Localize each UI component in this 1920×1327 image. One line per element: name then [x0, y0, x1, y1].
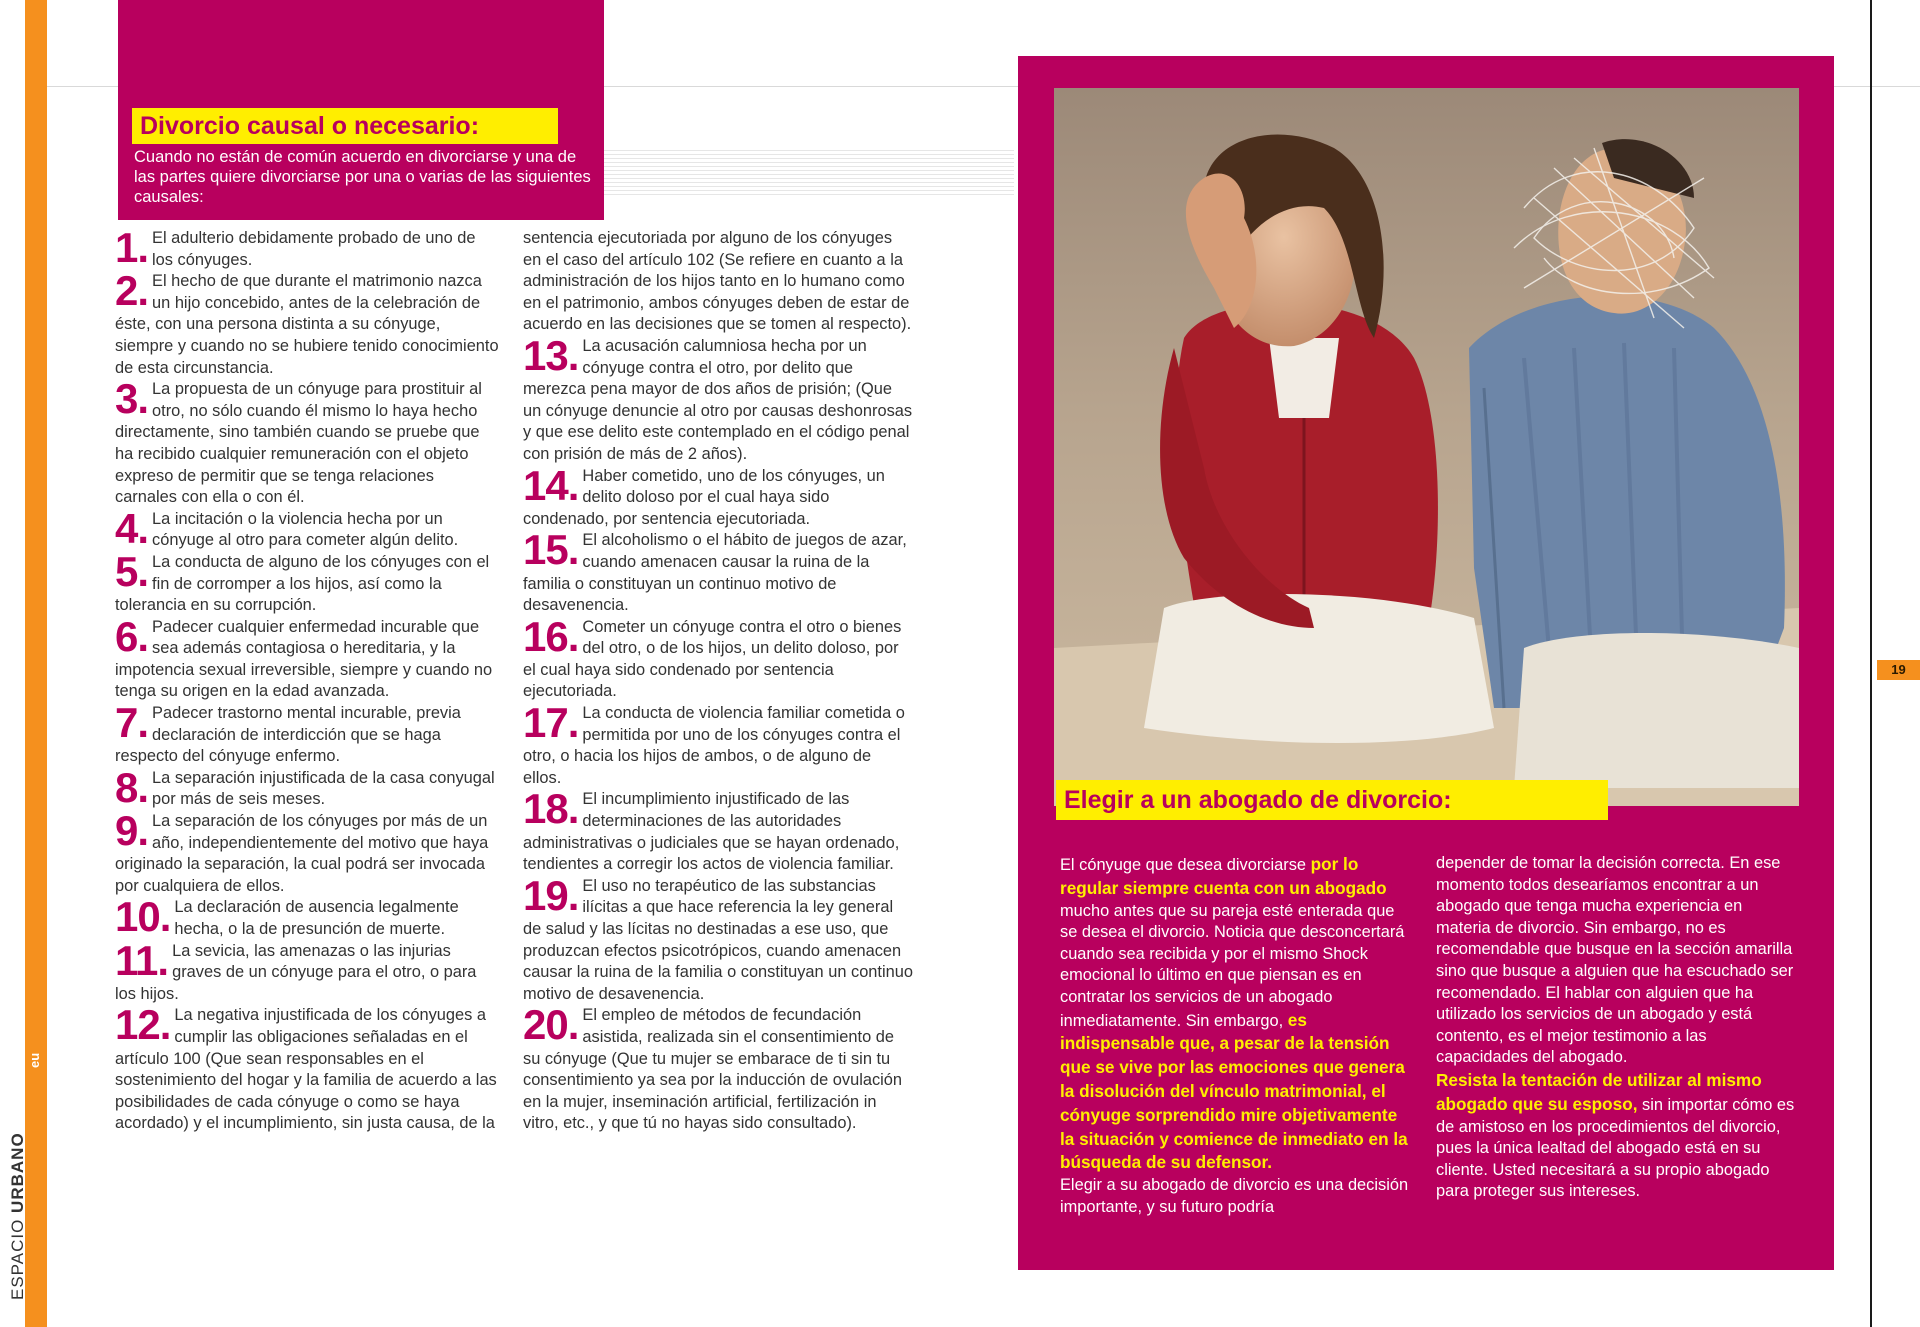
causales-column-1: [115, 224, 500, 1135]
item-number: 19.: [523, 871, 579, 919]
item-number: 13.: [523, 331, 579, 379]
item-text: La acusación calumniosa hecha por un cónyuge contra el otro, por delito que merezca pena mayor de dos años de prisión; (Que un cónyuge denuncie al otro por causas deshonrosas y que ese delito este contemplado en el código penal con prisión de más de 2 años).: [523, 336, 913, 463]
item-text: La separación injustificada de la casa conyugal por más de seis meses.: [152, 768, 495, 809]
item-number: 8.: [115, 763, 149, 811]
paragraph-text: sin importar cómo es de amistoso en los procedimientos del divorcio, pues la única lealtad del abogado está en su cliente. Usted necesitará a su propio abogado para proteger sus intereses.: [1436, 1095, 1795, 1201]
list-item: [115, 807, 500, 897]
section-header: [118, 0, 604, 220]
highlight-text: por lo regular siempre cuenta con un abogado: [1060, 854, 1387, 898]
couple-photo: [1054, 88, 1799, 806]
list-item: [523, 699, 913, 789]
list-item: [115, 375, 500, 509]
item-text: El empleo de métodos de fecundación asistida, realizada sin el consentimiento de su cónyuge (Que tu mujer se embarace de ti sin tu consentimiento ya sea por la inducción de ovulación en la mujer, inseminación artificial, fertilización in vitro, etc., y que tú no hayas sido consultado).: [523, 1006, 903, 1133]
highlight-text: Resista la tentación de utilizar al mismo abogado que su esposo,: [1436, 1069, 1762, 1114]
item-number: 9.: [115, 807, 149, 855]
causales-column-2: [523, 228, 913, 1135]
brand-name: URBANO: [8, 1132, 27, 1213]
brand-tag: eu: [27, 1052, 42, 1068]
item-text: El incumplimiento injustificado de las determinaciones de las autoridades administrativas o judiciales que se hayan ordenado, tendientes a corregir los actos de violencia familiar.: [523, 790, 900, 874]
item-text: La propuesta de un cónyuge para prostituir al otro, no sólo cuando él mismo lo haya hecho directamente, sino también cuando se pruebe que ha recibido cualquier remuneración con el objeto expreso de permitir que se tenga relaciones carnales con ella o con él.: [115, 380, 482, 507]
item-number: 3.: [115, 375, 149, 423]
item-text: La conducta de alguno de los cónyuges con el fin de corromper a los hijos, así como la tolerancia en su corrupción.: [115, 552, 490, 615]
page-spine: [1870, 0, 1872, 1327]
list-item: [115, 224, 500, 271]
item-text: La declaración de ausencia legalmente hecha, o la de presunción de muerte.: [174, 898, 459, 938]
lawyer-panel: [1018, 56, 1834, 1270]
paragraph-text: El cónyuge que desea divorciarse: [1060, 856, 1311, 874]
list-item: [115, 612, 500, 703]
list-item: [115, 763, 500, 811]
item-number: 6.: [115, 612, 149, 660]
item-number: 14.: [523, 461, 579, 509]
item-text: El hecho de que durante el matrimonio nazca un hijo concebido, antes de la celebración de éste, con una persona distinta a su cónyuge, siempre y cuando no se hubiere tenido conocimiento de esta circunstancia.: [115, 272, 499, 377]
item-number: 11.: [115, 936, 169, 984]
list-item: [523, 612, 913, 703]
list-item: [523, 785, 913, 875]
list-item: [523, 1001, 913, 1135]
item-text: Padecer cualquier enfermedad incurable que sea además contagiosa o hereditaria, y la impotencia sexual irreversible, siempre y cuando no tenga su origen en la edad avanzada.: [115, 617, 493, 701]
paragraph-text: depender de tomar la decisión correcta. En ese momento todos desearíamos encontrar a un abogado que tenga mucha experiencia en materia de divorcio. Sin embargo, no es recomendable que busque en la sección amarilla sino que busque a alguien que ha escuchado ser recomendado. El hablar con alguien que ha utilizado los servicios de un abogado y está contento, es el mejor testimonio a las capacidades del abogado.: [1436, 854, 1794, 1067]
item-number: 17.: [523, 699, 579, 747]
brand-prefix: ESPACIO: [8, 1218, 27, 1300]
item-number: 2.: [115, 267, 149, 315]
highlight-text: es indispensable que, a pesar de la tensión que se vive por las emociones que genera la disolución del vínculo matrimonial, el cónyuge sorprendido mire objetivamente la situación y comience de inmediato en la búsqueda de su defensor.: [1060, 1009, 1408, 1173]
section-intro: Cuando no están de común acuerdo en divorciarse y una de las partes quiere divorciarse por una o varias de las siguientes causales:: [134, 148, 591, 206]
item-number: 7.: [115, 699, 149, 747]
list-item: [523, 526, 913, 616]
section-title: Divorcio causal o necesario:: [132, 108, 558, 144]
panel-column-1: [1060, 853, 1415, 1218]
item-text: Padecer trastorno mental incurable, previa declaración de interdicción que se haga respecto del cónyuge enfermo.: [115, 704, 461, 766]
item-number: 15.: [523, 526, 579, 574]
side-brand: [8, 1040, 42, 1300]
item-text: La incitación o la violencia hecha por un cónyuge al otro para cometer algún delito.: [152, 509, 459, 550]
list-item: [115, 547, 500, 617]
list-item: [523, 871, 913, 1006]
item-text: El uso no terapéutico de las substancias ilícitas a que hace referencia la ley general de salud y las lícitas no destinadas a ese uso, que produzcan efectos psicotrópicos, cuando amenacen causar la ruina de la familia o constituyan un continuo motivo de desavenencia.: [523, 876, 913, 1003]
paragraph-text: mucho antes que su pareja esté enterada que se desea el divorcio. Noticia que desconcertará cuando sea recibida y por el mismo Shock emocional lo último en que piensan es en contratar los servicios de un abogado inmediatamente. Sin embargo,: [1060, 901, 1405, 1030]
continuation-text: sentencia ejecutoriada por alguno de los cónyuges en el caso del artículo 102 (Se refiere en cuanto a la administración de los hijos tanto en lo humano como en el patrimonio, ambos cónyuges deben de estar de acuerdo en las decisiones que se tomen al respecto).: [523, 229, 912, 334]
item-text: Cometer un cónyuge contra el otro o bienes del otro, o de los hijos, un delito doloso, por el cual haya sido condenado por sentencia ejecutoriada.: [523, 617, 902, 701]
item-number: 18.: [523, 785, 579, 833]
item-text: La sevicia, las amenazas o las injurias graves de un cónyuge para el otro, o para los hijos.: [115, 941, 477, 1003]
list-item: [115, 504, 500, 552]
item-text: La negativa injustificada de los cónyuges a cumplir las obligaciones señaladas en el artículo 100 (Que sean responsables en el sostenimiento del hogar y la familia de acuerdo a las posibilidades de cada cónyuge o como se haya acordado) y el incumplimiento, sin justa causa, de la: [115, 1006, 497, 1133]
couple-illustration: [1054, 88, 1799, 806]
list-item: [523, 461, 913, 531]
list-item: [115, 936, 500, 1006]
item-number: 16.: [523, 612, 579, 660]
item-text: La conducta de violencia familiar cometida o permitida por uno de los cónyuges contra el otro, o hacia los hijos de ambos, o de alguno de ellos.: [523, 704, 905, 787]
item-number: 10.: [115, 893, 171, 941]
list-item: [115, 1001, 500, 1135]
list-item: [115, 267, 500, 379]
item-number: 1.: [115, 224, 149, 271]
item-text: El alcoholismo o el hábito de juegos de azar, cuando amenacen causar la ruina de la familia o constituyan un continuo motivo de desavenencia.: [523, 531, 907, 615]
panel-title: Elegir a un abogado de divorcio:: [1056, 780, 1608, 820]
page-number: 19: [1877, 660, 1920, 680]
item-number: 20.: [523, 1001, 579, 1049]
item-text: Haber cometido, uno de los cónyuges, un delito doloso por el cual haya sido condenado, por sentencia ejecutoriada.: [523, 466, 885, 528]
item-text: La separación de los cónyuges por más de un año, independientemente del motivo que haya originado la separación, la cual podrá ser invocada por cualquiera de ellos.: [115, 812, 489, 895]
decorative-stripes: [604, 150, 1014, 198]
item-text: El adulterio debidamente probado de uno de los cónyuges.: [152, 229, 476, 269]
panel-column-2: [1436, 853, 1796, 1203]
item-number: 12.: [115, 1001, 171, 1049]
list-item: [115, 893, 500, 941]
top-rule-right: [1872, 86, 1920, 87]
list-item: [523, 331, 913, 466]
list-item: [115, 699, 500, 768]
item-number: 4.: [115, 504, 149, 552]
item-number: 5.: [115, 547, 149, 595]
paragraph-text: Elegir a su abogado de divorcio es una decisión importante, y su futuro podría: [1060, 1176, 1409, 1216]
